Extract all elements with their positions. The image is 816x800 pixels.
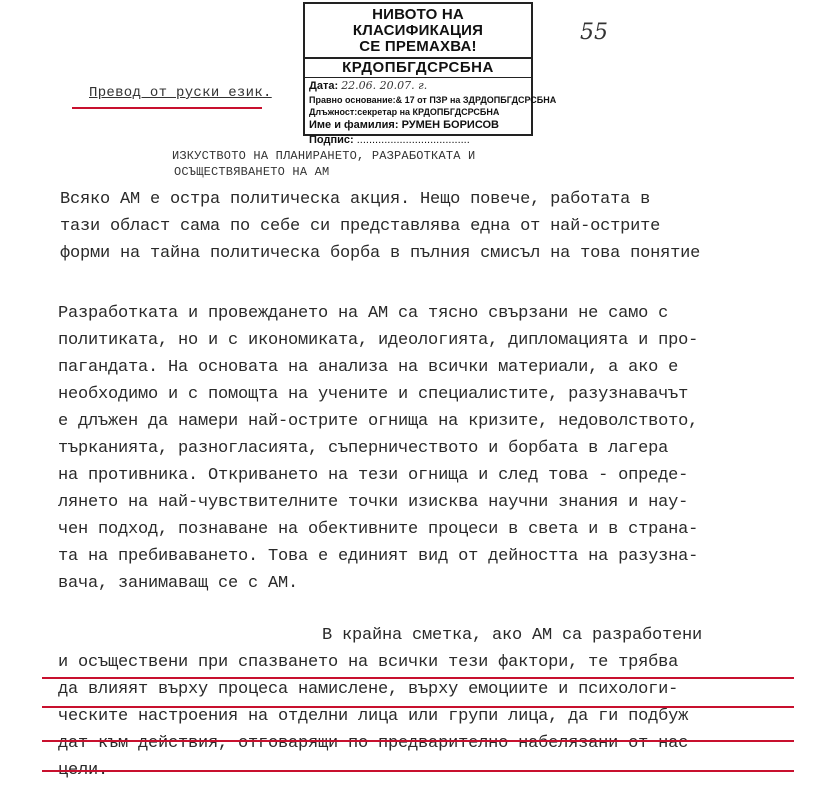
stamp-name-label: Име и фамилия: xyxy=(309,119,399,131)
handwritten-page-number: 55 xyxy=(580,20,608,45)
text-line: тази област сама по себе си представлява една от най-острите xyxy=(60,217,661,236)
text-line: лянето на най-чувствителните точки изисква научни знания и нау- xyxy=(58,493,689,512)
stamp-date-row xyxy=(305,78,531,94)
text-line: търканията, разногласията, съперничеството и борбата в лагера xyxy=(58,439,669,458)
text-line: необходимо и с помощта на учените и специалистите, разузнавачът xyxy=(58,385,689,404)
paragraph-3 xyxy=(58,622,702,784)
red-underline xyxy=(42,677,794,679)
text-line: Разработката и провеждането на АМ са тясно свързани не само с xyxy=(58,304,669,323)
paragraph-1 xyxy=(60,186,700,267)
translation-note: Превод от руски език. xyxy=(89,85,272,101)
text-line: да влияят върху процеса намислене, върху емоциите и психологи- xyxy=(58,680,679,699)
stamp-legal-basis: Правно основание:& 17 от ПЗР на ЗДРДОПБГДСРСБНА xyxy=(309,95,557,105)
stamp-date-value: 22.06. 20.07. г. xyxy=(341,79,428,92)
text-line: цели. xyxy=(58,761,109,780)
stamp-signature-label: Подпис: xyxy=(309,134,354,146)
title-line: ОСЪЩЕСТВЯВАНЕТО НА АМ xyxy=(174,165,330,179)
stamp-heading-line1: НИВОТО НА КЛАСИФИКАЦИЯ xyxy=(352,6,484,39)
red-underline-translation-note xyxy=(72,107,262,109)
stamp-signature-row: Подпис: ..................................... xyxy=(309,134,470,146)
paragraph-2 xyxy=(58,300,698,597)
stamp-heading-line2: СЕ ПРЕМАХВА! xyxy=(359,38,477,55)
text-line: чен подход, познаване на обективните процеси в света и в страна- xyxy=(58,520,699,539)
text-line: ческите настроения на отделни лица или групи лица, да ги подбуж xyxy=(58,707,689,726)
stamp-organization: КРДОПБГДСРСБНА xyxy=(305,57,531,78)
text-line: пагандата. На основата на анализа на всички материали, а ако е xyxy=(58,358,679,377)
text-line: политиката, но и с икономиката, идеологията, дипломацията и про- xyxy=(58,331,699,350)
stamp-name-value: РУМЕН БОРИСОВ xyxy=(401,119,499,131)
text-line: на противника. Откриването на тези огнища и след това - опреде- xyxy=(58,466,689,485)
text-line: та на пребиваването. Това е единият вид от дейността на разузна- xyxy=(58,547,699,566)
stamp-position: Длъжност:секретар на КРДОПБГДСРСБНА xyxy=(309,107,500,117)
declassification-stamp xyxy=(303,2,557,146)
text-line: е длъжен да намери най-острите огнища на кризите, недоволството, xyxy=(58,412,699,431)
document-title xyxy=(172,148,532,180)
red-underline xyxy=(42,770,794,772)
red-underline xyxy=(42,740,794,742)
stamp-name-row xyxy=(305,118,531,133)
text-line: форми на тайна политическа борба в пълния смисъл на това понятие xyxy=(60,244,701,263)
stamp-date-label: Дата: xyxy=(309,80,339,92)
text-line: Всяко АМ е остра политическа акция. Нещо повече, работата в xyxy=(60,190,651,209)
red-underline xyxy=(42,706,794,708)
text-line: дат към действия, отговарящи по предварително набелязани от нас xyxy=(58,734,689,753)
stamp-heading xyxy=(305,4,531,55)
text-line: В крайна сметка, ако АМ са разработени xyxy=(322,626,703,645)
text-line: и осъществени при спазването на всички тези фактори, те трябва xyxy=(58,653,679,672)
title-line: ИЗКУСТВОТО НА ПЛАНИРАНЕТО, РАЗРАБОТКАТА И xyxy=(172,149,476,163)
text-line: вача, занимаващ се с АМ. xyxy=(58,574,299,593)
